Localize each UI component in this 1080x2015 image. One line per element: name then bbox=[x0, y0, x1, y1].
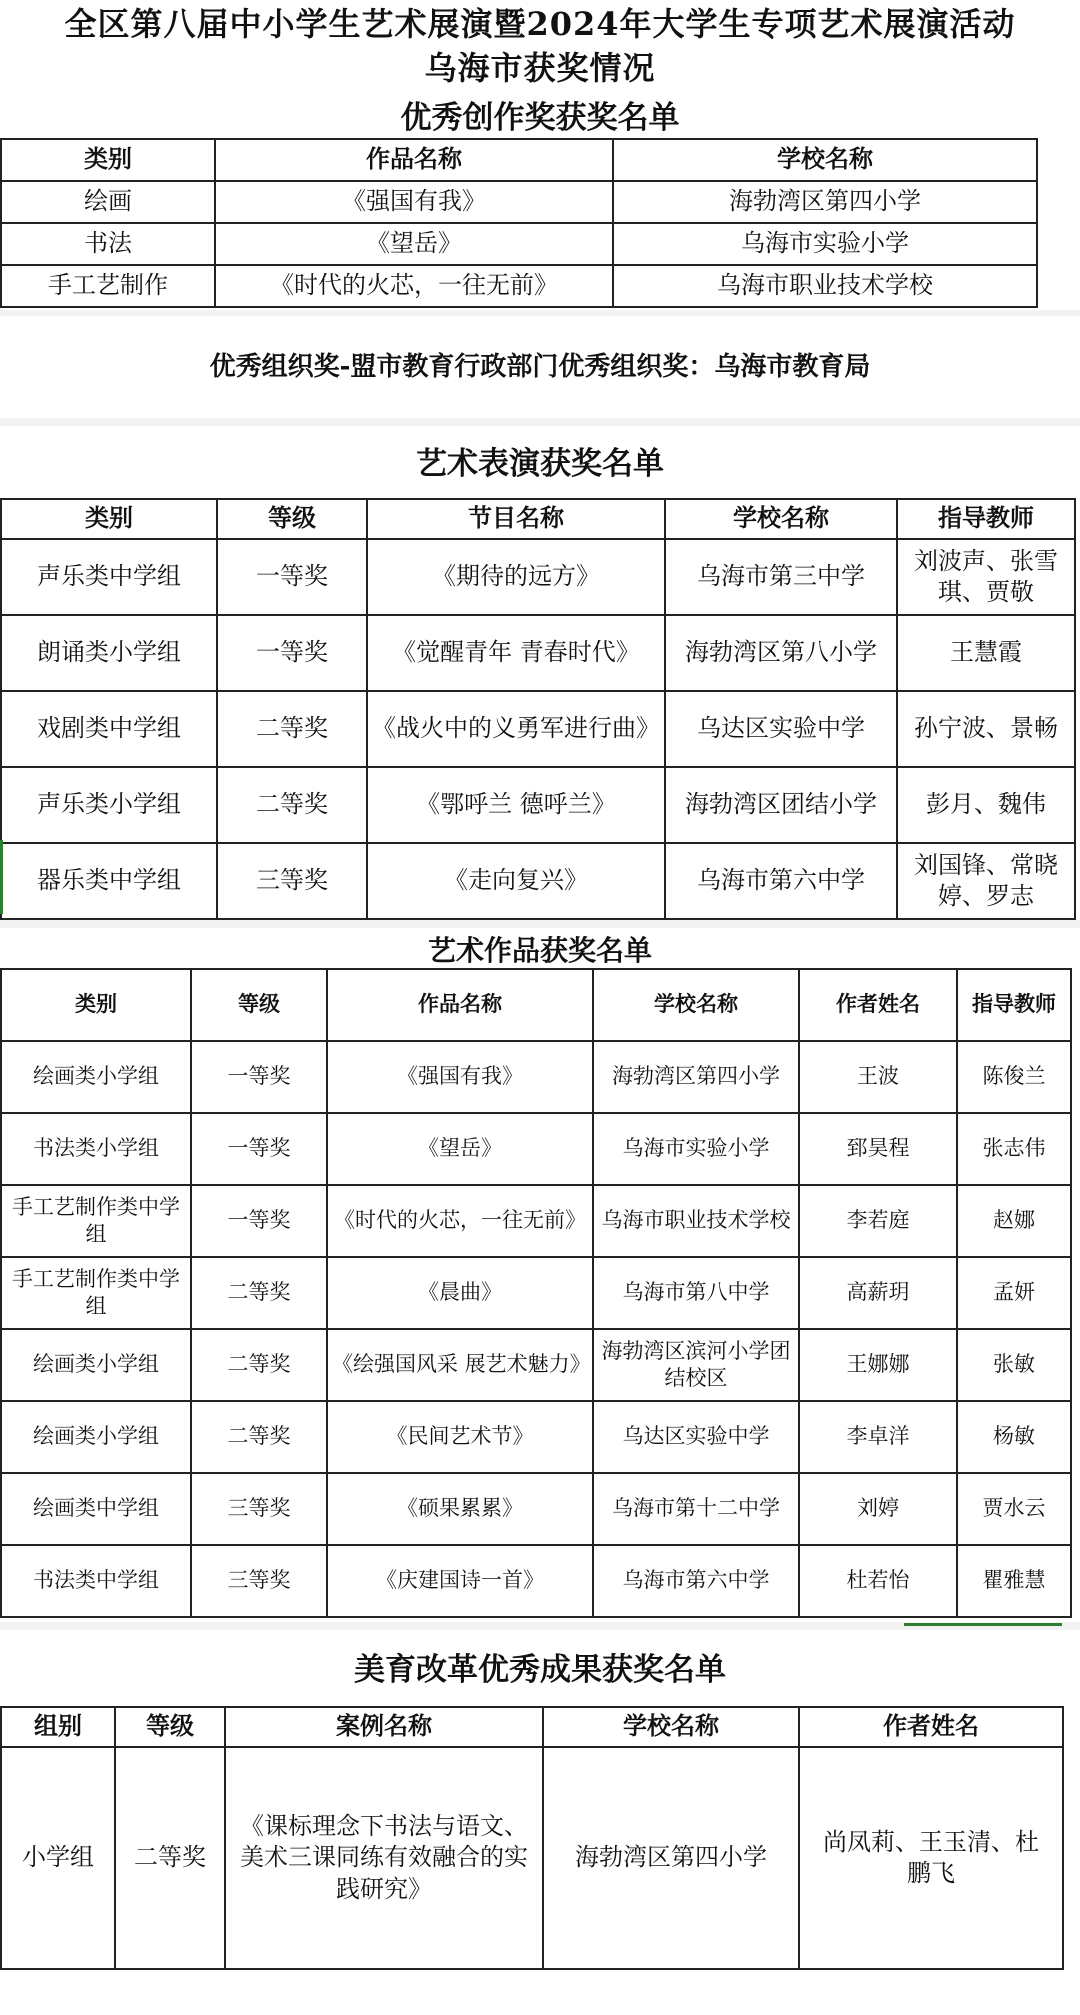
school-cell: 海勃湾区团结小学 bbox=[665, 767, 897, 843]
level-cell: 一等奖 bbox=[191, 1041, 327, 1113]
category-cell: 戏剧类中学组 bbox=[1, 691, 217, 767]
table-header-row bbox=[1, 499, 1075, 539]
level-cell: 二等奖 bbox=[217, 767, 367, 843]
table-row bbox=[1, 1473, 1071, 1545]
school-cell: 乌海市第八中学 bbox=[593, 1257, 799, 1329]
col-header: 学校名称 bbox=[543, 1707, 799, 1747]
group-cell: 小学组 bbox=[1, 1747, 115, 1969]
section-separator bbox=[0, 920, 1080, 928]
creation-award-title: 优秀创作奖获奖名单 bbox=[400, 100, 680, 136]
work-name-cell: 《晨曲》 bbox=[327, 1257, 593, 1329]
green-edge-line bbox=[0, 840, 3, 914]
category-cell: 声乐类小学组 bbox=[1, 767, 217, 843]
col-header: 等级 bbox=[191, 969, 327, 1041]
table-row bbox=[1, 1545, 1071, 1617]
category-cell: 手工艺制作类中学组 bbox=[1, 1185, 191, 1257]
school-cell: 乌海市第十二中学 bbox=[593, 1473, 799, 1545]
school-cell: 乌海市实验小学 bbox=[613, 223, 1037, 265]
teacher-cell: 张志伟 bbox=[957, 1113, 1071, 1185]
organization-award-text: 优秀组织奖-盟市教育行政部门优秀组织奖：乌海市教育局 bbox=[209, 352, 871, 382]
col-header: 等级 bbox=[115, 1707, 225, 1747]
category-cell: 绘画类小学组 bbox=[1, 1041, 191, 1113]
section-separator bbox=[0, 418, 1080, 426]
teacher-cell: 刘波声、张雪琪、贾敬 bbox=[897, 539, 1075, 615]
teacher-cell: 赵娜 bbox=[957, 1185, 1071, 1257]
col-header: 作者姓名 bbox=[799, 969, 957, 1041]
col-header: 指导教师 bbox=[897, 499, 1075, 539]
category-cell: 器乐类中学组 bbox=[1, 843, 217, 919]
work-name-cell: 《望岳》 bbox=[327, 1113, 593, 1185]
col-header: 作品名称 bbox=[215, 139, 613, 181]
program-cell: 《觉醒青年 青春时代》 bbox=[367, 615, 665, 691]
level-cell: 三等奖 bbox=[191, 1545, 327, 1617]
document-title-line2: 乌海市获奖情况 bbox=[424, 49, 656, 87]
document-header bbox=[0, 2, 1080, 90]
table-row bbox=[1, 1257, 1071, 1329]
teacher-cell: 贾水云 bbox=[957, 1473, 1071, 1545]
level-cell: 二等奖 bbox=[191, 1257, 327, 1329]
author-cell: 李卓洋 bbox=[799, 1401, 957, 1473]
table-row bbox=[1, 1401, 1071, 1473]
case-name-cell: 《课标理念下书法与语文、美术三课同练有效融合的实践研究》 bbox=[225, 1747, 543, 1969]
level-cell: 二等奖 bbox=[217, 691, 367, 767]
program-cell: 《走向复兴》 bbox=[367, 843, 665, 919]
col-header: 等级 bbox=[217, 499, 367, 539]
school-cell: 乌达区实验中学 bbox=[593, 1401, 799, 1473]
school-cell: 海勃湾区第四小学 bbox=[543, 1747, 799, 1969]
school-cell: 乌达区实验中学 bbox=[665, 691, 897, 767]
performance-award-table bbox=[0, 498, 1076, 920]
category-cell: 绘画类中学组 bbox=[1, 1473, 191, 1545]
level-cell: 一等奖 bbox=[191, 1113, 327, 1185]
program-cell: 《鄂呼兰 德呼兰》 bbox=[367, 767, 665, 843]
table-header-row bbox=[1, 969, 1071, 1041]
level-cell: 二等奖 bbox=[115, 1747, 225, 1969]
author-cell: 杜若怡 bbox=[799, 1545, 957, 1617]
author-cell: 刘婷 bbox=[799, 1473, 957, 1545]
table-row bbox=[1, 767, 1075, 843]
teacher-cell: 王慧霞 bbox=[897, 615, 1075, 691]
performance-award-title: 艺术表演获奖名单 bbox=[416, 446, 664, 482]
document-title-line1: 全区第八届中小学生艺术展演暨2024年大学生专项艺术展演活动 bbox=[64, 5, 1016, 43]
table-header-row bbox=[1, 139, 1037, 181]
col-header: 学校名称 bbox=[593, 969, 799, 1041]
teacher-cell: 孙宁波、景畅 bbox=[897, 691, 1075, 767]
category-cell: 书法类小学组 bbox=[1, 1113, 191, 1185]
work-name-cell: 《望岳》 bbox=[215, 223, 613, 265]
work-name-cell: 《强国有我》 bbox=[327, 1041, 593, 1113]
table-row bbox=[1, 539, 1075, 615]
teacher-cell: 陈俊兰 bbox=[957, 1041, 1071, 1113]
work-name-cell: 《时代的火芯，一往无前》 bbox=[327, 1185, 593, 1257]
table-row bbox=[1, 1113, 1071, 1185]
work-name-cell: 《硕果累累》 bbox=[327, 1473, 593, 1545]
author-cell: 尚凤莉、王玉清、杜鹏飞 bbox=[799, 1747, 1063, 1969]
table-row bbox=[1, 181, 1037, 223]
school-cell: 乌海市第三中学 bbox=[665, 539, 897, 615]
category-cell: 手工艺制作 bbox=[1, 265, 215, 307]
col-header: 节目名称 bbox=[367, 499, 665, 539]
col-header: 案例名称 bbox=[225, 1707, 543, 1747]
level-cell: 三等奖 bbox=[217, 843, 367, 919]
work-name-cell: 《强国有我》 bbox=[215, 181, 613, 223]
artwork-award-title: 艺术作品获奖名单 bbox=[427, 934, 652, 967]
reform-award-table bbox=[0, 1706, 1064, 1970]
table-row bbox=[1, 1747, 1063, 1969]
category-cell: 朗诵类小学组 bbox=[1, 615, 217, 691]
teacher-cell: 孟妍 bbox=[957, 1257, 1071, 1329]
teacher-cell: 刘国锋、常晓婷、罗志 bbox=[897, 843, 1075, 919]
level-cell: 二等奖 bbox=[191, 1329, 327, 1401]
col-header: 作品名称 bbox=[327, 969, 593, 1041]
table-row bbox=[1, 1041, 1071, 1113]
author-cell: 王波 bbox=[799, 1041, 957, 1113]
artwork-award-table bbox=[0, 968, 1072, 1618]
col-header: 类别 bbox=[1, 499, 217, 539]
school-cell: 海勃湾区滨河小学团结校区 bbox=[593, 1329, 799, 1401]
category-cell: 绘画类小学组 bbox=[1, 1329, 191, 1401]
table-row bbox=[1, 843, 1075, 919]
program-cell: 《期待的远方》 bbox=[367, 539, 665, 615]
category-cell: 声乐类中学组 bbox=[1, 539, 217, 615]
program-cell: 《战火中的义勇军进行曲》 bbox=[367, 691, 665, 767]
school-cell: 乌海市第六中学 bbox=[665, 843, 897, 919]
category-cell: 书法 bbox=[1, 223, 215, 265]
creation-award-table bbox=[0, 138, 1038, 308]
col-header: 类别 bbox=[1, 969, 191, 1041]
school-cell: 海勃湾区第四小学 bbox=[613, 181, 1037, 223]
level-cell: 一等奖 bbox=[191, 1185, 327, 1257]
school-cell: 乌海市第六中学 bbox=[593, 1545, 799, 1617]
table-header-row bbox=[1, 1707, 1063, 1747]
author-cell: 郅昊程 bbox=[799, 1113, 957, 1185]
author-cell: 李若庭 bbox=[799, 1185, 957, 1257]
col-header: 类别 bbox=[1, 139, 215, 181]
section-separator bbox=[0, 310, 1080, 316]
work-name-cell: 《庆建国诗一首》 bbox=[327, 1545, 593, 1617]
author-cell: 高薪玥 bbox=[799, 1257, 957, 1329]
col-header: 学校名称 bbox=[613, 139, 1037, 181]
teacher-cell: 瞿雅慧 bbox=[957, 1545, 1071, 1617]
teacher-cell: 杨敏 bbox=[957, 1401, 1071, 1473]
col-header: 组别 bbox=[1, 1707, 115, 1747]
green-accent-line bbox=[904, 1623, 1062, 1626]
work-name-cell: 《民间艺术节》 bbox=[327, 1401, 593, 1473]
table-row bbox=[1, 1329, 1071, 1401]
school-cell: 乌海市职业技术学校 bbox=[613, 265, 1037, 307]
col-header: 作者姓名 bbox=[799, 1707, 1063, 1747]
reform-award-title: 美育改革优秀成果获奖名单 bbox=[354, 1652, 726, 1688]
author-cell: 王娜娜 bbox=[799, 1329, 957, 1401]
teacher-cell: 张敏 bbox=[957, 1329, 1071, 1401]
category-cell: 绘画 bbox=[1, 181, 215, 223]
table-row bbox=[1, 265, 1037, 307]
table-row bbox=[1, 1185, 1071, 1257]
category-cell: 书法类中学组 bbox=[1, 1545, 191, 1617]
school-cell: 乌海市职业技术学校 bbox=[593, 1185, 799, 1257]
table-row bbox=[1, 615, 1075, 691]
level-cell: 二等奖 bbox=[191, 1401, 327, 1473]
work-name-cell: 《时代的火芯，一往无前》 bbox=[215, 265, 613, 307]
school-cell: 海勃湾区第八小学 bbox=[665, 615, 897, 691]
category-cell: 绘画类小学组 bbox=[1, 1401, 191, 1473]
school-cell: 海勃湾区第四小学 bbox=[593, 1041, 799, 1113]
table-row bbox=[1, 691, 1075, 767]
work-name-cell: 《绘强国风采 展艺术魅力》 bbox=[327, 1329, 593, 1401]
level-cell: 一等奖 bbox=[217, 615, 367, 691]
table-row bbox=[1, 223, 1037, 265]
level-cell: 三等奖 bbox=[191, 1473, 327, 1545]
teacher-cell: 彭月、魏伟 bbox=[897, 767, 1075, 843]
col-header: 指导教师 bbox=[957, 969, 1071, 1041]
level-cell: 一等奖 bbox=[217, 539, 367, 615]
category-cell: 手工艺制作类中学组 bbox=[1, 1257, 191, 1329]
col-header: 学校名称 bbox=[665, 499, 897, 539]
school-cell: 乌海市实验小学 bbox=[593, 1113, 799, 1185]
